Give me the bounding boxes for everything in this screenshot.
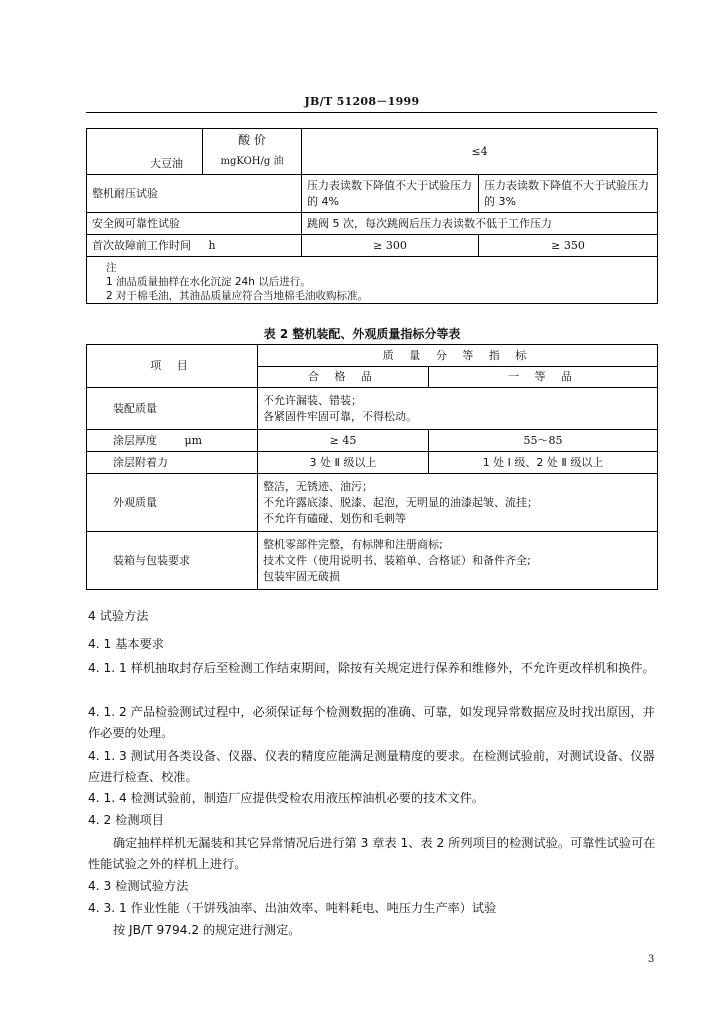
pressure-test-label: 整机耐压试验	[87, 175, 302, 213]
packaging-line-3: 包装牢固无破损	[263, 569, 340, 583]
acid-value-oil-type: 大豆油	[150, 157, 183, 170]
acid-value-value: ≤4	[302, 129, 658, 175]
packaging-label: 装箱与包装要求	[87, 532, 258, 590]
coating-thickness-unit: μm	[184, 433, 203, 447]
section-4-1-1: 4. 1. 1 样机抽取封存后至检测工作结束期间，除按有关规定进行保养和维修外，不允许更改样机和换件。	[88, 661, 655, 675]
coating-adhesion-qualified: 3 处 Ⅱ 级以上	[258, 452, 429, 474]
mtbf-qualified: ≥ 300	[302, 235, 479, 257]
packaging-line-2: 技术文件（使用说明书、装箱单、合格证）和备件齐全;	[263, 553, 531, 567]
mtbf-label: 首次故障前工作时间	[92, 238, 191, 252]
coating-thickness-label: 涂层厚度	[113, 433, 157, 447]
coating-thickness-label-cell	[87, 430, 258, 452]
section-4-heading: 4 试验方法	[88, 609, 149, 623]
mtbf-first-class: ≥ 350	[479, 235, 658, 257]
safety-valve-label: 安全阀可靠性试验	[87, 213, 302, 235]
header-rule	[86, 112, 657, 113]
appearance-label: 外观质量	[87, 474, 258, 532]
acid-value-unit: mgKOH/g 油	[203, 151, 302, 175]
section-4-3-heading: 4. 3 检测试验方法	[88, 879, 189, 893]
section-4-2-heading: 4. 2 检测项目	[88, 813, 164, 827]
safety-valve-value: 跳阀 5 次，每次跳阀后压力表读数不低于工作压力	[302, 213, 658, 235]
assembly-line-2: 各紧固件牢固可靠，不得松动。	[263, 409, 417, 423]
page-number: 3	[648, 954, 655, 965]
header-grade-index: 质 量 分 等 指 标	[258, 345, 658, 367]
section-4-3-1-text: 按 JB/T 9794.2 的规定进行测定。	[113, 923, 301, 937]
header-item: 项 目	[87, 345, 258, 388]
section-4-2-text: 确定抽样样机无漏装和其它异常情况后进行第 3 章表 1、表 2 所列项目的检测试验。可靠性试验可在性能试验之外的样机上进行。	[88, 836, 656, 871]
coating-adhesion-first-class: 1 处 Ⅰ 级、2 处 Ⅱ 级以上	[429, 452, 658, 474]
coating-thickness-qualified: ≥ 45	[258, 430, 429, 452]
assembly-label: 装配质量	[87, 388, 258, 430]
section-4-3-1: 4. 3. 1 作业性能（干饼残油率、出油效率、吨料耗电、吨压力生产率）试验	[88, 901, 497, 915]
appearance-line-1: 整洁，无锈迹、油污；	[263, 479, 373, 493]
pressure-test-first-class: 压力表读数下降值不大于试验压力的 3%	[479, 175, 658, 213]
section-4-1-heading: 4. 1 基本要求	[88, 637, 164, 651]
coating-adhesion-label: 涂层附着力	[87, 452, 258, 474]
standard-code: JB/T 51208－1999	[304, 95, 420, 108]
notes-cell	[87, 257, 658, 304]
coating-thickness-first-class: 55～85	[429, 430, 658, 452]
note-1: 1 油品质量抽样在水化沉淀 24h 以后进行。	[106, 276, 311, 288]
assembly-line-1: 不允许漏装、错装；	[263, 393, 362, 407]
table2-title: 表 2 整机装配、外观质量指标分等表	[263, 327, 461, 341]
packaging-cell	[258, 532, 658, 590]
acid-value-blank-cell	[87, 129, 203, 175]
acid-value-label: 酸 价	[203, 129, 302, 151]
appearance-line-2: 不允许露底漆、脱漆、起泡，无明显的油漆起皱、流挂；	[263, 495, 538, 509]
pressure-test-qualified: 压力表读数下降值不大于试验压力的 4%	[302, 175, 479, 213]
assembly-cell	[258, 388, 658, 430]
header-first-class: 一 等 品	[429, 367, 658, 388]
appearance-line-3: 不允许有磕碰、划伤和毛刺等	[263, 511, 406, 525]
section-4-1-3: 4. 1. 3 测试用各类设备、仪器、仪表的精度应能满足测量精度的要求。在检测试验前，对测试设备、仪器应进行检查、校准。	[88, 749, 655, 784]
assembly-appearance-table	[86, 344, 658, 590]
note-2: 2 对于棉毛油，其油品质量应符合当地棉毛油收购标准。	[106, 290, 369, 302]
section-4-1-2: 4. 1. 2 产品检验测试过程中，必须保证每个检测数据的准确、可靠，如发现异常数据应及时找出原因，并作必要的处理。	[88, 705, 655, 740]
header-qualified: 合 格 品	[258, 367, 429, 388]
mtbf-unit: h	[208, 238, 216, 252]
appearance-cell	[258, 474, 658, 532]
packaging-line-1: 整机零部件完整，有标牌和注册商标;	[263, 537, 443, 551]
notes-title: 注	[106, 262, 117, 274]
mtbf-label-cell	[87, 235, 302, 257]
section-4-1-4: 4. 1. 4 检测试验前，制造厂应提供受检农用液压榨油机必要的技术文件。	[88, 791, 485, 805]
